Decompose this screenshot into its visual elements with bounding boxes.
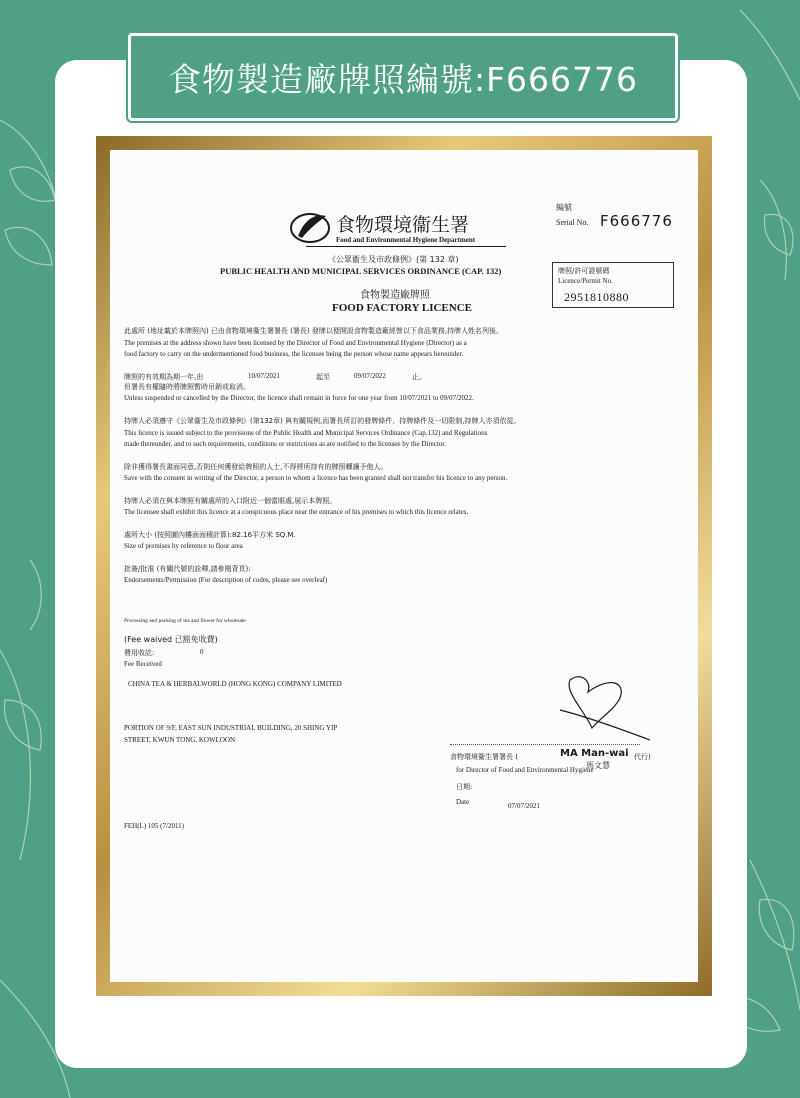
officer-name-zh: 馬文慧	[586, 761, 610, 770]
para4-zh: 除非獲得署長書面同意,否則任何獲發給牌照的人士,不得將所持有的牌照轉讓予他人。	[124, 463, 388, 471]
para1-en-line1: The premises at the address shown have been licensed by the Director of Food and Environmental Hygiene (Director) as a	[124, 339, 467, 347]
permit-label-en: Licence/Permit No.	[558, 277, 613, 285]
licence-title-en: FOOD FACTORY LICENCE	[332, 302, 472, 314]
licensee-name: CHINA TEA & HERBALWORLD (HONG KONG) COMPANY LIMITED	[128, 680, 342, 688]
gold-frame	[96, 136, 712, 996]
validity-zh-c: 止。	[412, 373, 426, 381]
permit-label-zh: 牌照/許可證號碼	[558, 267, 610, 275]
licence-number-banner	[128, 33, 678, 121]
fee-waived: (Fee waived 已豁免收費)	[124, 635, 218, 644]
endorsements-zh: 批簽/批准 (有關代號的詮釋,請參閱背頁):	[124, 565, 251, 573]
fee-label-en: Fee Received	[124, 660, 162, 668]
header-rule	[306, 246, 506, 247]
fehd-logo-icon	[288, 208, 332, 246]
validity-zh-a: 牌照的有效期為期一年,由	[124, 373, 204, 381]
department-name-zh: 食物環境衞生署	[336, 214, 470, 236]
form-number: FEH(L) 105 (7/2011)	[124, 822, 185, 830]
banner-title: 食物製造廠牌照編號:F666776	[167, 59, 639, 99]
endorsements-en: Endorsements/Permission (For description of codes, please see overleaf)	[124, 576, 328, 584]
business-description: Processing and packing of tea and flower for wholesale	[124, 618, 246, 624]
licence-document	[110, 150, 698, 982]
fee-value: 0	[200, 648, 204, 656]
validity-to: 09/07/2022	[354, 372, 386, 380]
director-label-zh: 食物環境衞生署署長 (	[450, 753, 518, 761]
para3-zh: 持牌人必須遵守《公眾衞生及市政條例》(第132章) 與有關規例,而署長所訂的發牌條件、持牌條件及一切限制,持牌人亦須依從。	[124, 417, 521, 425]
ordinance-zh: 《公眾衞生及市政條例》(第 132 章)	[328, 255, 459, 264]
premises-size-zh: 處所大小 (按照圖內樓面面積計算):82.16平方米 SQ.M.	[124, 531, 296, 539]
para1-en-line2: food factory to carry on the undermentioned food business, the licensee being the person whose name appears hereunder.	[124, 350, 464, 358]
validity-zh-2: 但署長有權隨時將牌照暫時吊銷或取消。	[124, 383, 250, 391]
signature-dotted-line	[450, 744, 640, 745]
para4-en: Save with the consent in writing of the Director, a person to whom a licence has been granted shall not transfer his licence to any person.	[124, 474, 508, 482]
validity-zh-b: 起至	[316, 373, 330, 381]
ordinance-en: PUBLIC HEALTH AND MUNICIPAL SERVICES ORDINANCE (CAP. 132)	[220, 266, 502, 276]
validity-from: 10/07/2021	[248, 372, 280, 380]
para1-zh: 此處所 (地址載於本牌照內) 已由食物環境衞生署署長 (署長) 發牌以便開設食物製造廠經營以下食品業務,持牌人姓名列後。	[124, 327, 504, 335]
serial-label-en: Serial No.	[556, 218, 589, 227]
address-line1: PORTION OF 9/F, EAST SUN INDUSTRIAL BUILDING, 20 SHING YIP	[124, 724, 338, 732]
serial-number: F666776	[600, 212, 673, 230]
para5-en: The licensee shall exhibit this licence at a conspicuous place near the entrance of his premises to which this licence relates.	[124, 508, 469, 516]
date-label-zh: 日期:	[456, 783, 473, 791]
signature-icon	[540, 670, 660, 750]
licence-title-zh: 食物製造廠牌照	[360, 290, 430, 301]
date-label-en: Date	[456, 798, 470, 806]
para3-en-line2: made thereunder, and to such requirements, conditions or restrictions as are notified to the licensee by the Director.	[124, 440, 447, 448]
fee-label-zh: 費用收訖:	[124, 649, 155, 657]
para3-en-line1: This licence is issued subject to the provisions of the Public Health and Municipal Services Ordinance (Cap.132) and Regulations	[124, 429, 488, 437]
premises-size-en: Size of premises by reference to floor area	[124, 542, 243, 550]
director-label-en: for Director of Food and Environmental Hygiene	[456, 766, 594, 774]
department-name-en: Food and Environmental Hygiene Department	[336, 236, 476, 244]
para5-zh: 持牌人必須在與本牌照有關處所的入口附近一個當眼處,展示本牌照。	[124, 497, 337, 505]
permit-number: 2951810880	[564, 290, 629, 304]
officer-name-en: MA Man-wai	[560, 748, 629, 759]
serial-label-zh: 編號	[556, 203, 572, 212]
director-label-zh-end: 代行)	[634, 753, 651, 761]
validity-en: Unless suspended or cancelled by the Director, the licence shall remain in force for one year from 10/07/2021 to 09/07/2022.	[124, 394, 474, 402]
address-line2: STREET, KWUN TONG, KOWLOON	[124, 736, 236, 744]
date-value: 07/07/2021	[508, 802, 540, 810]
